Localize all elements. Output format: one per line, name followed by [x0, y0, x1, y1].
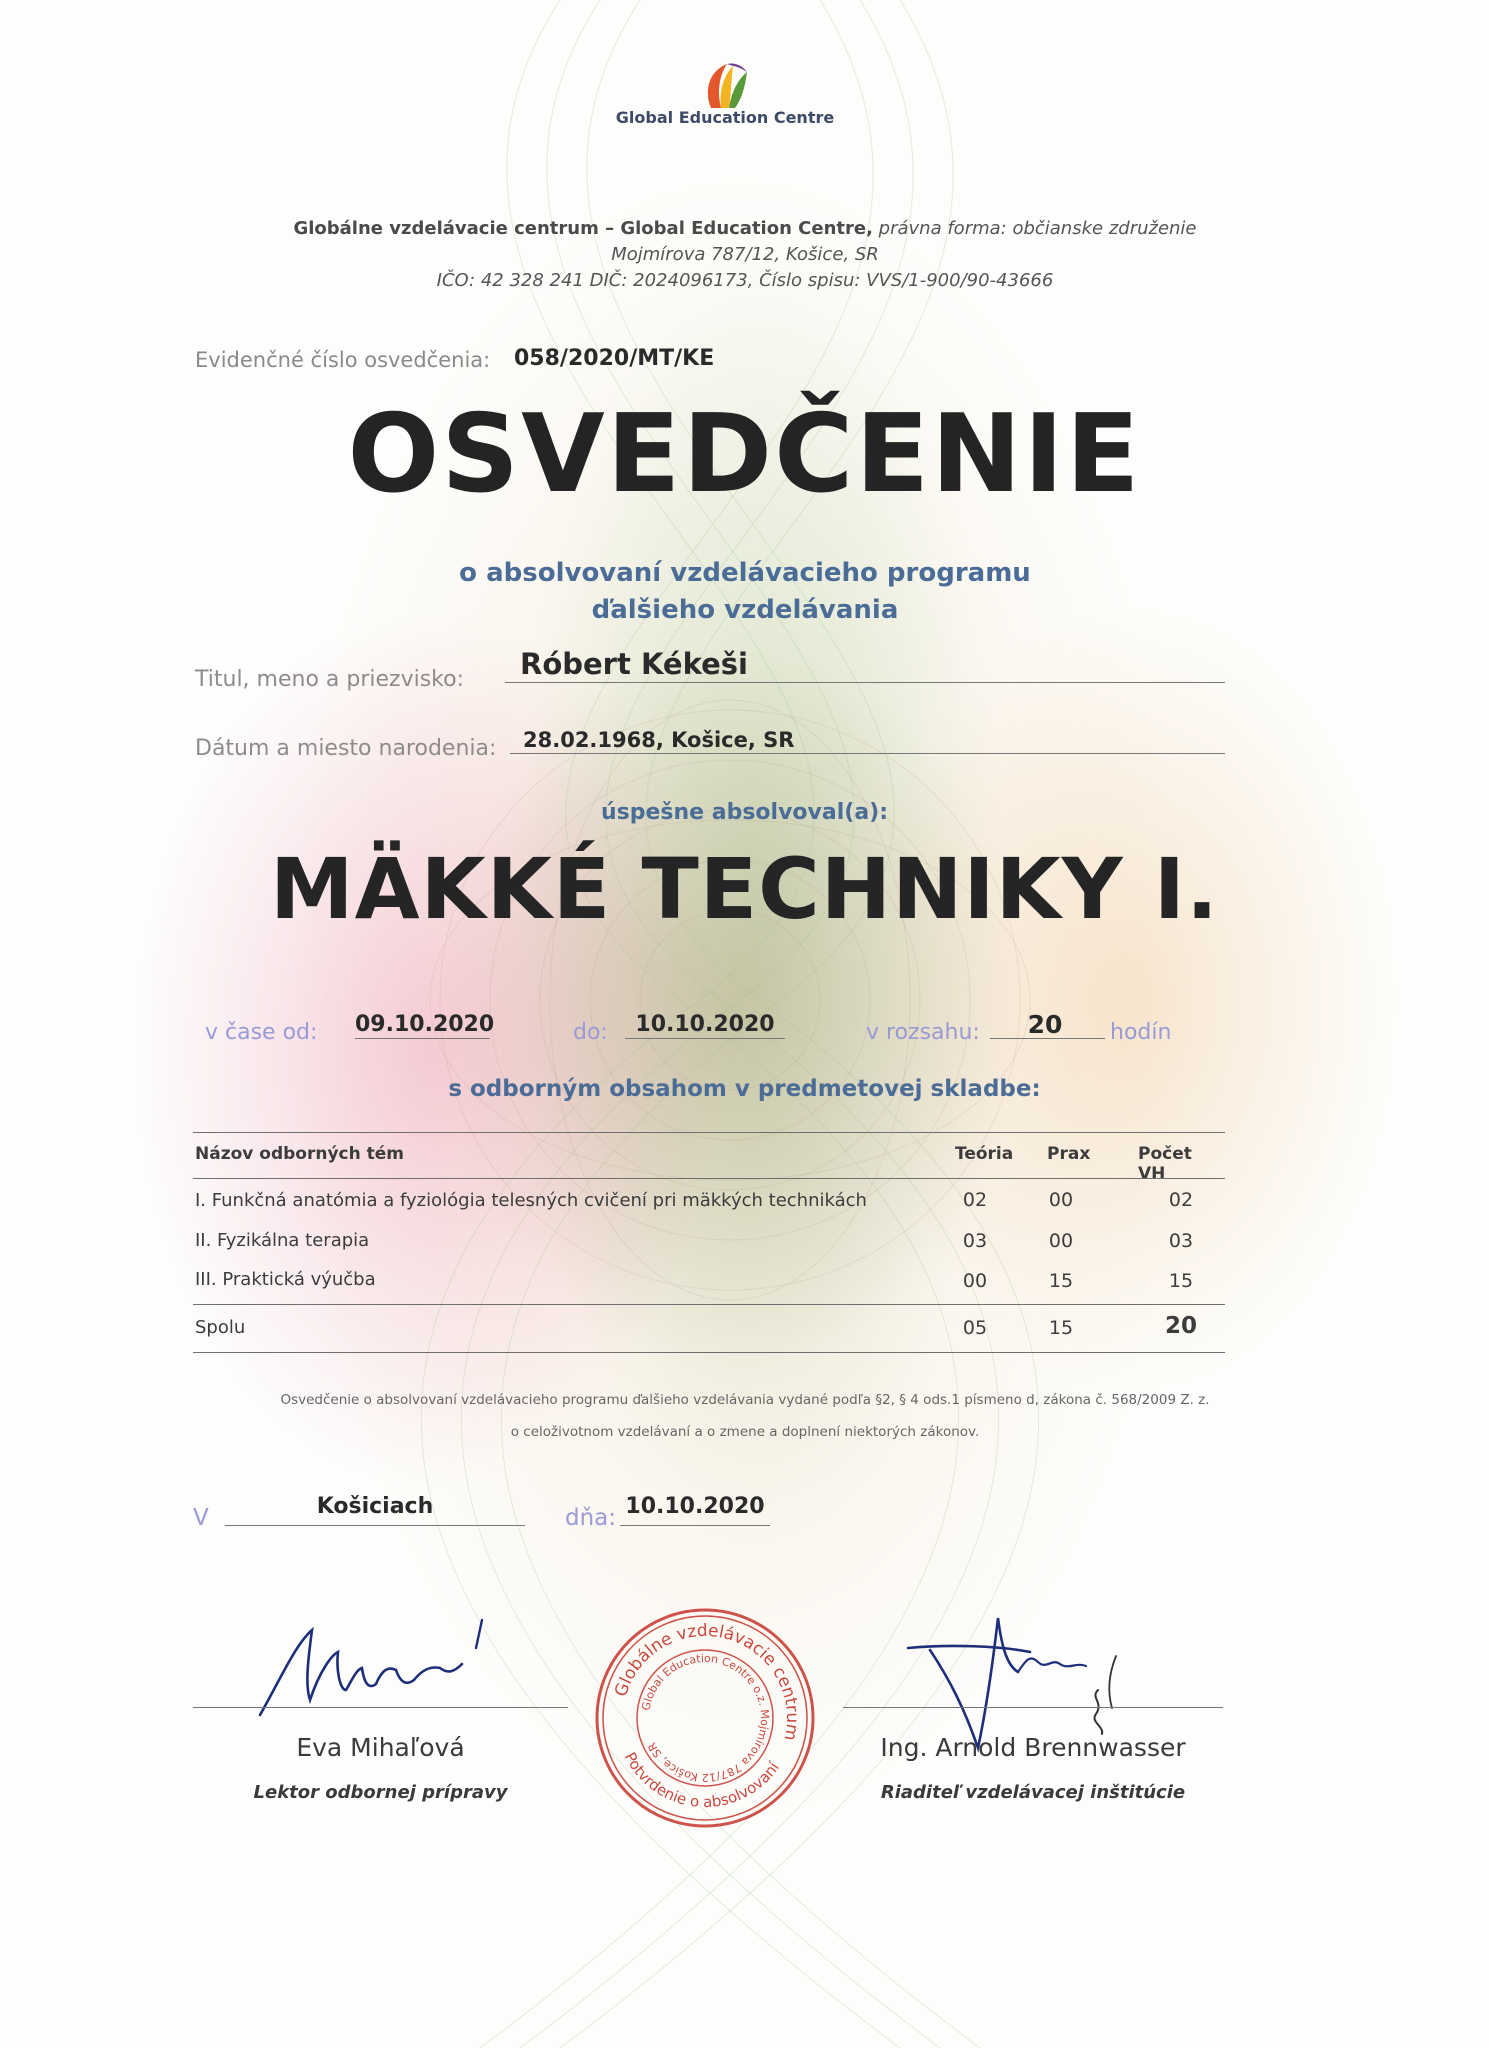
table-top-rule — [193, 1132, 1225, 1133]
birth-underline — [510, 753, 1225, 754]
global-education-centre-logo-icon — [697, 58, 753, 114]
table-row-1-theory: 02 — [962, 1189, 988, 1211]
name-label: Titul, meno a priezvisko: — [195, 667, 465, 692]
org-line-1 — [150, 218, 1340, 239]
stamp-outer-text: Globálne vzdelávacie centrum — [611, 1620, 803, 1743]
scope-unit: hodín — [1110, 1020, 1172, 1045]
to-label: do: — [573, 1020, 608, 1045]
table-header-rule — [193, 1178, 1225, 1179]
evidence-number: 058/2020/MT/KE — [514, 346, 715, 371]
date-underline — [620, 1525, 770, 1526]
stamp-bottom-text: Potvrdenie o absolvovaní — [620, 1749, 783, 1812]
legal-line-2: o celoživotnom vzdelávaní a o zmene a doplnení niektorých zákonov. — [510, 1424, 980, 1440]
org-address: Mojmírova 787/12, Košice, SR — [611, 244, 879, 265]
date-label: dňa: — [565, 1505, 617, 1531]
table-row-2-topic: II. Fyzikálna terapia — [195, 1230, 370, 1251]
table-row-2-theory: 03 — [962, 1230, 988, 1252]
svg-text:Global Education Centre o.z. M — [639, 1652, 771, 1784]
table-row-2-total: 03 — [1168, 1230, 1194, 1252]
lecturer-role: Lektor odbornej prípravy — [253, 1782, 508, 1803]
birth-value: 28.02.1968, Košice, SR — [523, 728, 795, 752]
name-underline — [505, 682, 1225, 683]
evidence-label: Evidenčné číslo osvedčenia: — [195, 348, 491, 372]
legal-line-1: Osvedčenie o absolvovaní vzdelávacieho programu ďalšieho vzdelávania vydané podľa §2, § 4 ods.1 písmeno d, zákona č. 568/2009 Z. z. — [280, 1392, 1210, 1408]
date-value: 10.10.2020 — [625, 1494, 765, 1519]
completed-label: úspešne absolvoval(a): — [600, 800, 889, 825]
stamp-inner-text: Global Education Centre o.z. Mojmírova 787/12 Košice, SR — [639, 1651, 772, 1785]
header-practice: Prax — [1047, 1144, 1091, 1164]
sum-total: 20 — [1164, 1313, 1197, 1339]
table-row-1-practice: 00 — [1048, 1189, 1074, 1211]
to-underline — [625, 1038, 785, 1039]
header-theory: Teória — [955, 1144, 1014, 1164]
scope-hours: 20 — [1027, 1010, 1063, 1039]
subtitle-line-2: ďalšieho vzdelávania — [591, 595, 899, 625]
table-bottom-rule — [193, 1352, 1225, 1353]
org-legal-form: právna forma: občianske združenie — [878, 218, 1197, 239]
content-heading: s odborným obsahom v predmetovej skladbe: — [448, 1076, 1041, 1102]
table-sum-rule — [193, 1304, 1225, 1305]
table-row-1-topic: I. Funkčná anatómia a fyziológia telesných cvičení pri mäkkých technikách — [195, 1190, 867, 1211]
header-total: Počet VH — [1138, 1144, 1192, 1184]
header-topic: Názov odborných tém — [195, 1144, 405, 1164]
sum-theory: 05 — [962, 1317, 988, 1339]
from-underline — [355, 1038, 490, 1039]
director-name: Ing. Arnold Brennwasser — [880, 1733, 1186, 1762]
table-row-3-total: 15 — [1168, 1270, 1194, 1292]
birth-label: Dátum a miesto narodenia: — [195, 736, 497, 761]
table-row-3-practice: 15 — [1048, 1270, 1074, 1292]
from-label: v čase od: — [205, 1020, 318, 1045]
director-sig-line — [843, 1707, 1223, 1708]
course-title: MÄKKÉ TECHNIKY I. — [270, 840, 1219, 938]
sum-label: Spolu — [195, 1317, 246, 1338]
sum-practice: 15 — [1048, 1317, 1074, 1339]
table-row-2-practice: 00 — [1048, 1230, 1074, 1252]
institution-stamp — [592, 1605, 818, 1831]
org-ids: IČO: 42 328 241 DIČ: 2024096173, Číslo spisu: VVS/1-900/90-43666 — [436, 270, 1054, 291]
subtitle-line-1: o absolvovaní vzdelávacieho programu — [459, 558, 1031, 588]
table-row-1-total: 02 — [1168, 1189, 1194, 1211]
from-date: 09.10.2020 — [355, 1012, 495, 1037]
certificate-title: OSVEDČENIE — [347, 392, 1142, 517]
place-underline — [225, 1525, 525, 1526]
to-date: 10.10.2020 — [635, 1012, 775, 1037]
place-label: V — [193, 1505, 209, 1531]
lecturer-name: Eva Mihaľová — [296, 1733, 465, 1762]
table-row-3-theory: 00 — [962, 1270, 988, 1292]
place-value: Košiciach — [316, 1494, 434, 1519]
table-row-3-topic: III. Praktická výučba — [195, 1269, 376, 1290]
person-name: Róbert Kékeši — [520, 647, 748, 681]
brand-name: Global Education Centre — [615, 108, 835, 127]
director-role: Riaditeľ vzdelávacej inštitúcie — [880, 1782, 1186, 1803]
org-name: Globálne vzdelávacie centrum – Global Education Centre, — [293, 218, 873, 239]
lecturer-sig-line — [193, 1707, 568, 1708]
scope-label: v rozsahu: — [866, 1020, 980, 1045]
